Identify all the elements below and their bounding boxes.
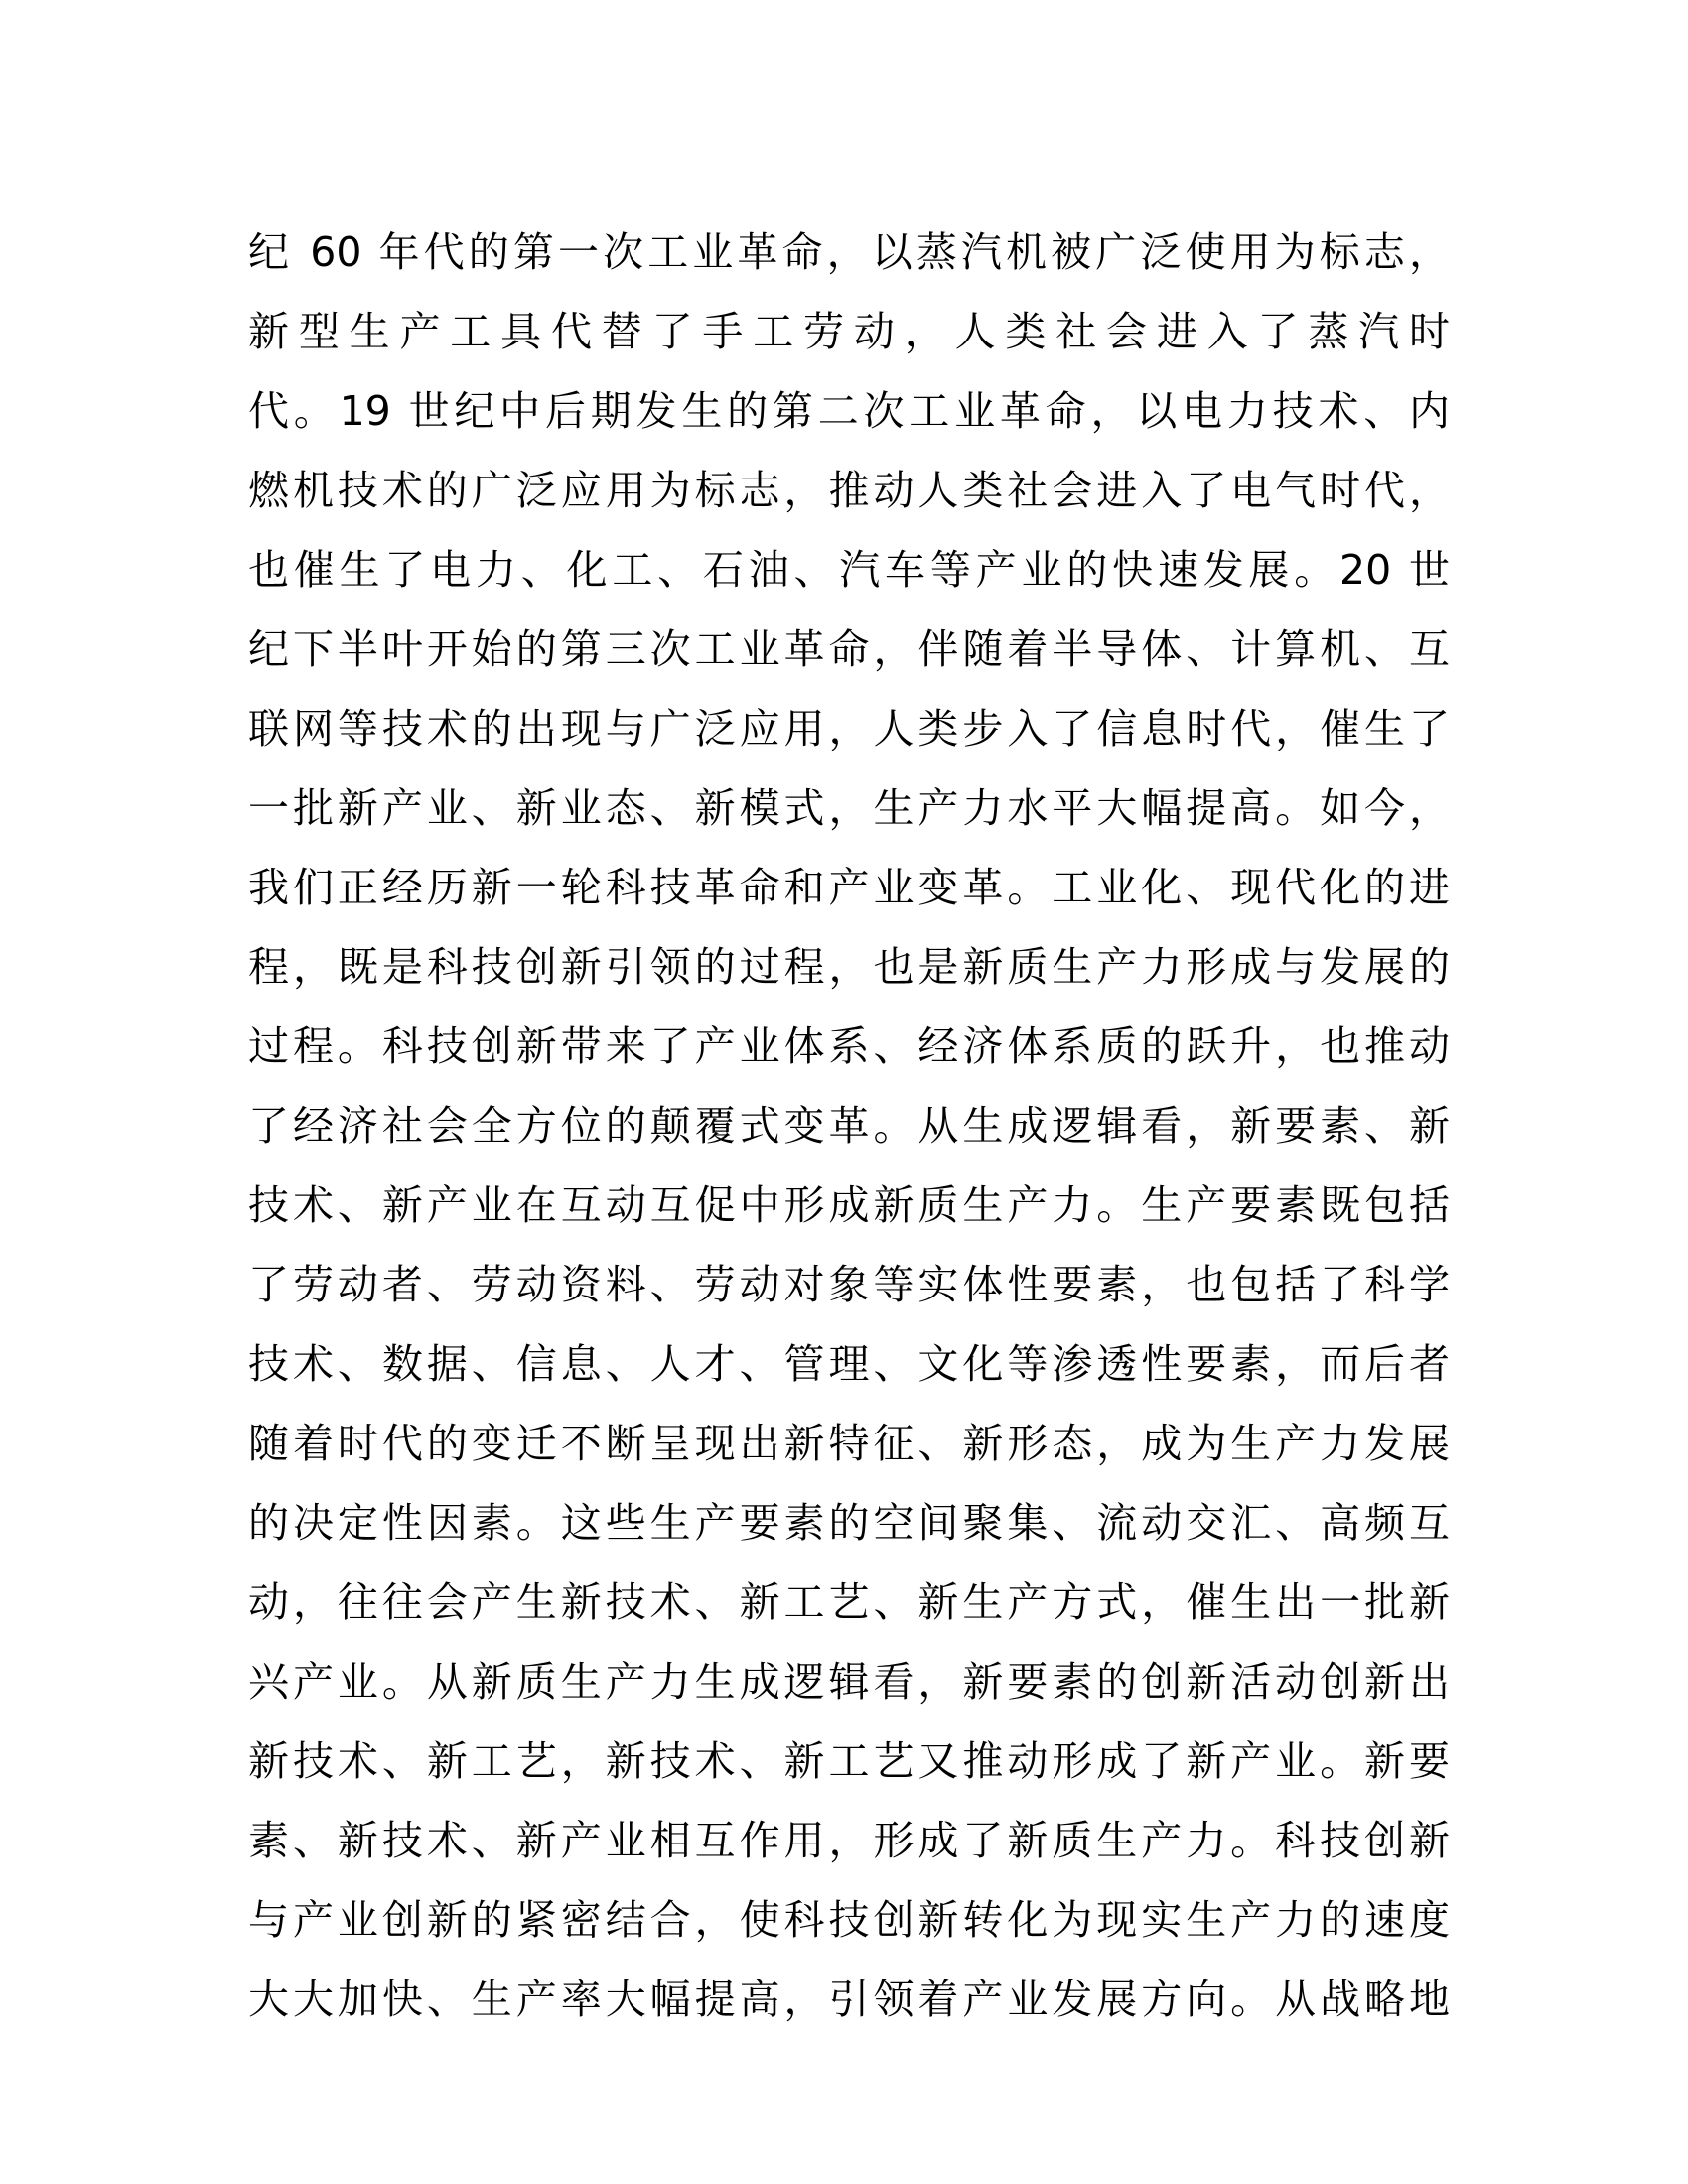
text-line-10: 程，既是科技创新引领的过程，也是新质生产力形成与发展的	[248, 943, 1450, 991]
text-line-11: 过程。科技创新带来了产业体系、经济体系质的跃升，也推动	[248, 1023, 1450, 1070]
text-line-15: 技术、数据、信息、人才、管理、文化等渗透性要素，而后者	[248, 1340, 1450, 1388]
text-line-12: 了经济社会全方位的颠覆式变革。从生成逻辑看，新要素、新	[248, 1102, 1450, 1150]
text-line-8: 一批新产业、新业态、新模式，生产力水平大幅提高。如今，	[248, 784, 1450, 832]
text-line-6: 纪下半叶开始的第三次工业革命，伴随着半导体、计算机、互	[248, 625, 1450, 673]
body-text	[248, 212, 1450, 2039]
text-line-18: 动，往往会产生新技术、新工艺、新生产方式，催生出一批新	[248, 1578, 1450, 1626]
text-line-2: 新型生产工具代替了手工劳动，人类社会进入了蒸汽时	[248, 308, 1450, 355]
text-line-19: 兴产业。从新质生产力生成逻辑看，新要素的创新活动创新出	[248, 1658, 1450, 1706]
text-line-17: 的决定性因素。这些生产要素的空间聚集、流动交汇、高频互	[248, 1499, 1450, 1547]
text-line-14: 了劳动者、劳动资料、劳动对象等实体性要素，也包括了科学	[248, 1261, 1450, 1308]
text-line-22: 与产业创新的紧密结合，使科技创新转化为现实生产力的速度	[248, 1896, 1450, 1944]
text-line-16: 随着时代的变迁不断呈现出新特征、新形态，成为生产力发展	[248, 1420, 1450, 1467]
text-line-23: 大大加快、生产率大幅提高，引领着产业发展方向。从战略地	[248, 1976, 1450, 2023]
text-line-7: 联网等技术的出现与广泛应用，人类步入了信息时代，催生了	[248, 705, 1450, 752]
text-line-4: 燃机技术的广泛应用为标志，推动人类社会进入了电气时代，	[248, 467, 1450, 514]
text-line-21: 素、新技术、新产业相互作用，形成了新质生产力。科技创新	[248, 1817, 1450, 1864]
text-line-5: 也催生了电力、化工、石油、汽车等产业的快速发展。20 世	[248, 546, 1450, 594]
text-line-1: 纪 60 年代的第一次工业革命，以蒸汽机被广泛使用为标志，	[248, 228, 1450, 276]
text-line-13: 技术、新产业在互动互促中形成新质生产力。生产要素既包括	[248, 1181, 1450, 1229]
text-line-20: 新技术、新工艺，新技术、新工艺又推动形成了新产业。新要	[248, 1737, 1450, 1785]
text-line-9: 我们正经历新一轮科技革命和产业变革。工业化、现代化的进	[248, 864, 1450, 911]
text-line-3: 代。19 世纪中后期发生的第二次工业革命，以电力技术、内	[248, 387, 1450, 435]
